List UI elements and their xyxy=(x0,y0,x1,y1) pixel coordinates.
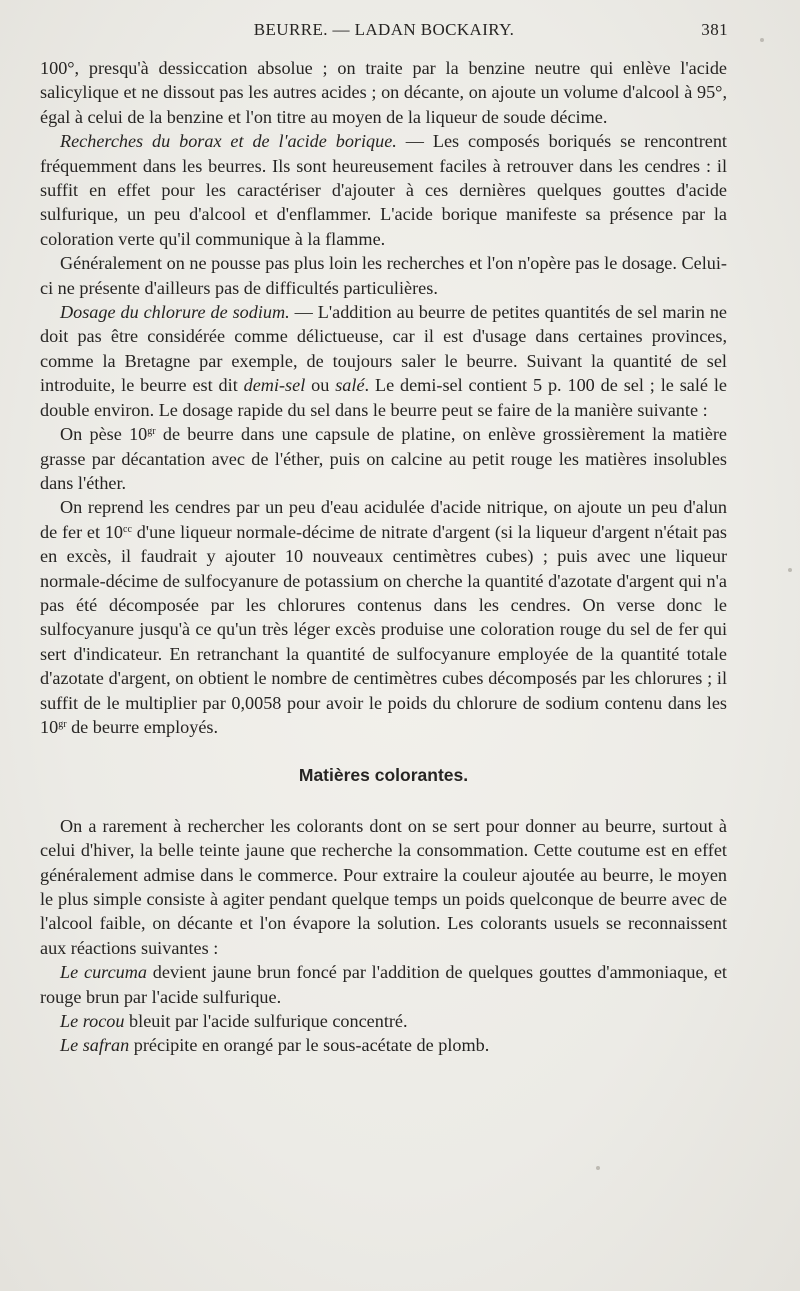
paragraph-text: — L'addition au beurre de petites quantités de sel marin ne doit pas être considérée comme délictueuse, car il est d'usage dans certaines provinces, comme la Bretagne par exemple, de toujours saler le beurre. Suivant la quantité de sel introduite, le beurre est dit xyxy=(40,302,727,396)
page-header xyxy=(40,20,728,44)
paragraph-chlorure xyxy=(40,300,727,422)
unit-superscript: gr xyxy=(147,426,156,438)
paragraph-text: 100°, presqu'à dessiccation absolue ; on traite par la benzine neutre qui enlève l'acide salicylique et ne dissout pas les autres acides ; on décante, on ajoute un volume d'alcool à 95°, égal à celui de la benzine et l'on titre au moyen de la liqueur de soude décime. xyxy=(40,58,727,127)
page-number: 381 xyxy=(701,20,728,39)
paragraph-pesee xyxy=(40,422,727,495)
running-title: BEURRE. — LADAN BOCKAIRY. xyxy=(253,20,515,39)
paragraph-text: On pèse 10 xyxy=(60,424,148,445)
paragraph-text: ou xyxy=(305,375,336,396)
unit-superscript: cc xyxy=(123,523,132,535)
paragraph-text: de beurre employés. xyxy=(66,716,219,737)
paragraph-curcuma xyxy=(40,960,727,1009)
paragraph-continuation xyxy=(40,56,727,129)
paragraph-dosage-note xyxy=(40,251,727,300)
paragraph-safran xyxy=(40,1033,727,1057)
paragraph-text: . Le demi-sel contient 5 p. 100 de sel ; le salé le double environ. Le dosage rapide du sel dans le beurre peut se faire de la manière suivante : xyxy=(40,375,727,420)
paragraph-borax xyxy=(40,129,727,251)
paragraph-colorants xyxy=(40,814,727,960)
paragraph-rocou xyxy=(40,1009,727,1033)
term-curcuma: Le curcuma xyxy=(60,962,147,983)
term-sale: salé xyxy=(335,375,365,396)
paragraph-cendres xyxy=(40,495,727,739)
paragraph-text: d'une liqueur normale-décime de nitrate d'argent (si la liqueur d'argent n'était pas en excès, il faudrait y ajouter 10 nouveaux centimètres cubes) ; puis avec une liqueur normale-décime de sulfocyanure de potassium on cherche la quantité d'azotate d'argent qui n'a pas été décomposée par les chlorures contenus dans les cendres. On verse donc le sulfocyanure jusqu'à ce qu'un très léger excès produise une coloration rouge du sel de fer qui sert d'indicateur. En retranchant la quantité de sulfocyanure employée de la quantité totale d'azotate d'argent, on obtient le nombre de centimètres cubes décomposés par les chlorures ; il suffit de le multiplier par 0,0058 pour avoir le poids du chlorure de sodium contenu dans les 10 xyxy=(40,521,727,737)
paragraph-text: devient jaune brun foncé par l'addition de quelques gouttes d'ammoniaque, et rouge brun par l'acide sulfurique. xyxy=(40,962,727,1007)
subheading-chlorure: Dosage du chlorure de sodium. xyxy=(60,302,290,323)
paragraph-text: — Les composés boriqués se rencontrent fréquemment dans les beurres. Ils sont heureusement faciles à retrouver dans les cendres : il suffit en effet pour les caractériser d'ajouter à ces dernières quelques gouttes d'acide sulfurique, un peu d'alcool et d'enflammer. L'acide borique manifeste sa présence par la coloration verte qu'il communique à la flamme. xyxy=(40,131,727,249)
paragraph-text: On reprend les cendres par un peu d'eau acidulée d'acide nitrique, on ajoute un peu d'alun de fer et 10 xyxy=(40,497,727,542)
paper-speck xyxy=(788,568,792,572)
body-text xyxy=(40,56,727,1058)
subheading-borax: Recherches du borax et de l'acide borique. xyxy=(60,131,397,152)
term-safran: Le safran xyxy=(60,1035,130,1056)
paragraph-text: précipite en orangé par le sous-acétate de plomb. xyxy=(129,1035,490,1056)
section-title: Matières colorantes. xyxy=(298,765,469,786)
paragraph-text: de beurre dans une capsule de platine, on enlève grossièrement la matière grasse par décantation avec de l'éther, puis on calcine au petit rouge les matières insolubles dans l'éther. xyxy=(40,424,727,493)
paragraph-text: On a rarement à rechercher les colorants dont on se sert pour donner au beurre, surtout à celui d'hiver, la belle teinte jaune que recherche la consommation. Cette coutume est en effet généralement admise dans le commerce. Pour extraire la couleur ajoutée au beurre, le moyen le plus simple consiste à agiter pendant quelque temps un poids quelconque de beurre avec de l'alcool faible, on décante et l'on évapore la solution. Les colorants usuels se reconnaissent aux réactions suivantes : xyxy=(40,815,727,958)
paragraph-text: bleuit par l'acide sulfurique concentré. xyxy=(124,1011,408,1032)
paper-speck xyxy=(760,38,764,42)
paragraph-text: Généralement on ne pousse pas plus loin les recherches et l'on n'opère pas le dosage. Celui-ci ne présente d'ailleurs pas de difficultés particulières. xyxy=(40,253,727,298)
term-demi-sel: demi-sel xyxy=(243,375,306,396)
unit-superscript: gr xyxy=(58,718,67,730)
paper-speck xyxy=(596,1166,600,1170)
term-rocou: Le rocou xyxy=(60,1011,125,1032)
